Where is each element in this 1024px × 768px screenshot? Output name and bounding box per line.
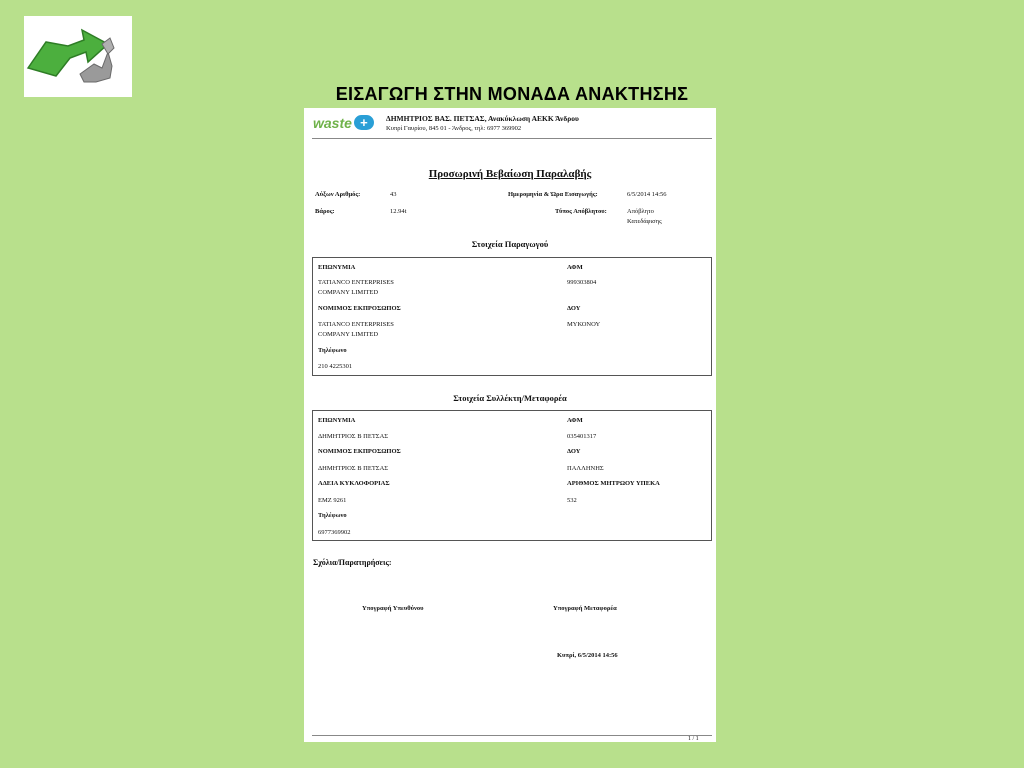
- collector-name-label: ΕΠΩΝΥΜΙΑ: [318, 417, 356, 424]
- page-number: 1 / 1: [688, 736, 699, 742]
- collector-registry-label: ΑΡΙΘΜΟΣ ΜΗΤΡΩΟΥ ΥΠΕΚΑ: [567, 480, 660, 487]
- remarks-label: Σχόλια/Παρατηρήσεις:: [313, 558, 392, 567]
- serial-label: Αύξων Αριθμός:: [315, 191, 361, 198]
- collector-section-title: Στοιχεία Συλλέκτη/Μεταφορέα: [453, 393, 567, 403]
- producer-rep-line2: COMPANY LIMITED: [318, 331, 379, 338]
- producer-box: [312, 257, 712, 376]
- collector-doy-value: ΠΑΛΛΗΝΗΣ: [567, 465, 604, 472]
- producer-name-line1: TATIANCO ENTERPRISES: [318, 279, 394, 286]
- signature-carrier: Υπογραφή Μεταφορέα: [553, 605, 617, 612]
- producer-doy-value: ΜΥΚΟΝΟΥ: [567, 321, 601, 328]
- collector-phone-label: Τηλέφωνο: [318, 512, 347, 519]
- weight-value: 12.94t: [390, 208, 407, 215]
- receipt-document: [304, 108, 716, 742]
- document-title: Προσωρινή Βεβαίωση Παραλαβής: [428, 168, 592, 180]
- producer-name-line2: COMPANY LIMITED: [318, 289, 379, 296]
- collector-box: [312, 410, 712, 541]
- producer-name-label: ΕΠΩΝΥΜΙΑ: [318, 264, 356, 271]
- collector-name-value: ΔΗΜΗΤΡΙΟΣ Β ΠΕΤΣΑΣ: [318, 433, 389, 440]
- document-header: [312, 112, 712, 139]
- slide-title: ΕΙΣΑΓΩΓΗ ΣΤΗΝ ΜΟΝΑΔΑ ΑΝΑΚΤΗΣΗΣ: [335, 84, 689, 104]
- place-date: Κυπρί, 6/5/2014 14:56: [557, 652, 618, 659]
- waste-logo: [313, 115, 374, 131]
- collector-registry-value: 532: [567, 497, 577, 504]
- signature-responsible: Υπογραφή Υπευθύνου: [362, 605, 424, 612]
- company-name: ΔΗΜΗΤΡΙΟΣ ΒΑΣ. ΠΕΤΣΑΣ, Ανακύκλωση ΑΕΚΚ Άνδρου: [386, 114, 579, 123]
- producer-afm-label: ΑΦΜ: [567, 264, 583, 271]
- producer-afm-value: 999303804: [567, 279, 597, 286]
- serial-value: 43: [390, 191, 397, 198]
- waste-type-value-line2: Κατεδάφισης: [627, 218, 662, 225]
- producer-rep-label: ΝΟΜΙΜΟΣ ΕΚΠΡΟΣΩΠΟΣ: [318, 305, 401, 312]
- waste-type-label: Τύπος Απόβλητου:: [555, 208, 607, 215]
- collector-rep-label: ΝΟΜΙΜΟΣ ΕΚΠΡΟΣΩΠΟΣ: [318, 448, 401, 455]
- producer-phone-value: 210 4225301: [318, 363, 353, 370]
- collector-afm-value: 035401317: [567, 433, 597, 440]
- collector-license-label: ΑΔΕΙΑ ΚΥΚΛΟΦΟΡΙΑΣ: [318, 480, 390, 487]
- datetime-label: Ημερομηνία & Ώρα Εισαγωγής:: [508, 191, 598, 198]
- plus-icon: +: [354, 115, 374, 130]
- datetime-value: 6/5/2014 14:56: [627, 191, 667, 198]
- producer-doy-label: ΔΟΥ: [567, 305, 581, 312]
- collector-afm-label: ΑΦΜ: [567, 417, 583, 424]
- collector-phone-value: 6977369902: [318, 529, 351, 536]
- waste-type-value-line1: Απόβλητο: [627, 208, 654, 215]
- company-address: Κυπρί Γαυρίου, 845 01 - Άνδρος, τηλ: 6977 369902: [386, 125, 522, 132]
- footer-divider: [312, 735, 712, 736]
- producer-phone-label: Τηλέφωνο: [318, 347, 347, 354]
- collector-license-value: ΕΜΖ 9261: [318, 497, 347, 504]
- producer-section-title: Στοιχεία Παραγωγού: [471, 239, 549, 249]
- collector-rep-value: ΔΗΜΗΤΡΙΟΣ Β ΠΕΤΣΑΣ: [318, 465, 389, 472]
- waste-logo-text: waste: [313, 115, 352, 131]
- weight-label: Βάρος:: [315, 208, 335, 215]
- producer-rep-line1: TATIANCO ENTERPRISES: [318, 321, 394, 328]
- collector-doy-label: ΔΟΥ: [567, 448, 581, 455]
